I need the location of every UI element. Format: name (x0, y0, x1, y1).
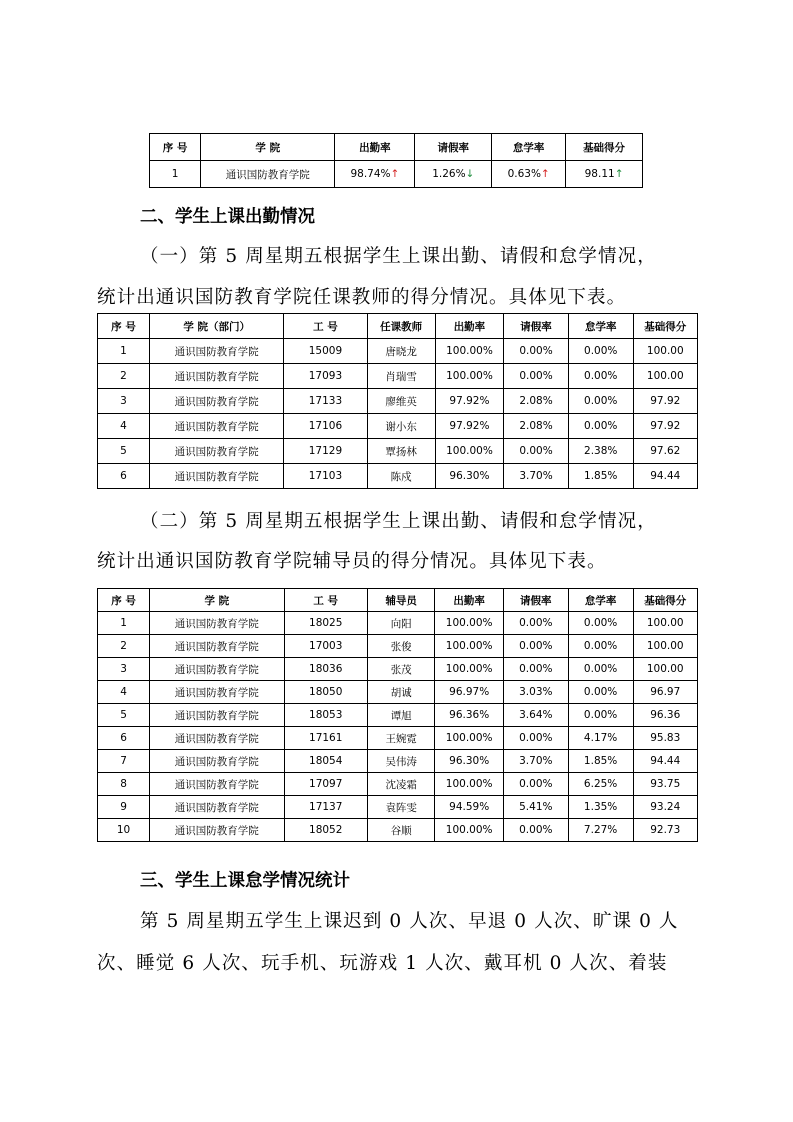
leave-value: 1.26% (432, 168, 466, 180)
score-value: 98.11 (584, 168, 615, 180)
table-cell: 张茂 (367, 658, 434, 681)
table-cell: 2.38% (568, 439, 633, 464)
paragraph-line: 次、睡觉 6 人次、玩手机、玩游戏 1 人次、戴耳机 0 人次、着装 (97, 953, 668, 974)
table-cell: 92.73 (633, 819, 698, 842)
table-cell: 17093 (284, 364, 367, 389)
header-cell: 序 号 (98, 314, 150, 339)
header-cell: 学 院（部门） (150, 314, 284, 339)
table-cell: 18025 (284, 612, 367, 635)
table-cell: 17133 (284, 389, 367, 414)
table-row (98, 414, 698, 439)
table-cell: 15009 (284, 339, 367, 364)
paragraph-line: （一）第 5 周星期五根据学生上课出勤、请假和怠学情况， (140, 246, 657, 267)
table-row (98, 681, 698, 704)
table-cell: 通识国防教育学院 (150, 339, 284, 364)
table-cell: 96.30% (435, 464, 503, 489)
table-cell: 通识国防教育学院 (150, 750, 284, 773)
table-cell: 0.00% (568, 635, 633, 658)
header-cell: 怠学率 (492, 134, 566, 161)
table-cell: 王婉霓 (367, 727, 434, 750)
table-cell: 0.00% (568, 364, 633, 389)
table-cell: 0.00% (568, 389, 633, 414)
table-cell: 2 (98, 364, 150, 389)
table-cell: 覃扬林 (367, 439, 435, 464)
table-cell: 4 (98, 414, 150, 439)
table-row (98, 389, 698, 414)
table-cell: 6.25% (568, 773, 633, 796)
teacher-table (97, 313, 698, 489)
header-cell: 怠学率 (568, 314, 633, 339)
table-row (98, 819, 698, 842)
table-cell: 通识国防教育学院 (150, 414, 284, 439)
table-cell: 17003 (284, 635, 367, 658)
attendance-value: 98.74% (350, 168, 391, 180)
table-cell: 通识国防教育学院 (150, 773, 284, 796)
table-cell: 1.85% (568, 750, 633, 773)
table-cell: 100.00% (435, 612, 503, 635)
table-cell: 1.35% (568, 796, 633, 819)
paragraph-line: 第 5 周星期五学生上课迟到 0 人次、早退 0 人次、旷课 0 人 (140, 911, 679, 932)
table-cell: 4 (98, 681, 150, 704)
table-cell: 93.24 (633, 796, 698, 819)
table-cell: 袁阵雯 (367, 796, 434, 819)
table-cell: 0.00% (503, 773, 568, 796)
table-cell: 95.83 (633, 727, 698, 750)
table-header-row (98, 314, 698, 339)
table-cell: 0.00% (503, 635, 568, 658)
table-cell: 0.00% (568, 339, 633, 364)
table-cell: 94.44 (633, 750, 698, 773)
table-cell: 6 (98, 464, 150, 489)
table-cell: 1 (150, 161, 201, 188)
table-cell: 3.03% (503, 681, 568, 704)
header-cell: 出勤率 (435, 589, 503, 612)
header-cell: 工 号 (284, 589, 367, 612)
table-cell: 通识国防教育学院 (150, 727, 284, 750)
header-cell: 怠学率 (568, 589, 633, 612)
table-cell: 100.00% (435, 773, 503, 796)
table-cell: 通识国防教育学院 (150, 704, 284, 727)
table-cell: 2.08% (504, 414, 569, 439)
header-cell: 出勤率 (435, 314, 503, 339)
table-row (98, 464, 698, 489)
header-cell: 基础得分 (633, 314, 697, 339)
table-cell: 5.41% (503, 796, 568, 819)
table-row (98, 439, 698, 464)
table-cell: 18054 (284, 750, 367, 773)
table-cell: 17103 (284, 464, 367, 489)
table-cell: 通识国防教育学院 (150, 635, 284, 658)
table-cell: 100.00% (435, 819, 503, 842)
table-cell: 胡诚 (367, 681, 434, 704)
table-cell: 2.08% (504, 389, 569, 414)
arrow-up-icon: ↑ (614, 168, 624, 180)
table-cell: 96.97% (435, 681, 503, 704)
table-cell: 94.44 (633, 464, 697, 489)
table-cell: 96.30% (435, 750, 503, 773)
table-cell: 97.92% (435, 389, 503, 414)
paragraph-line: （二）第 5 周星期五根据学生上课出勤、请假和怠学情况， (140, 511, 657, 532)
table-cell: 肖瑞雪 (367, 364, 435, 389)
table-header-row (150, 134, 643, 161)
table-cell: 100.00 (633, 339, 697, 364)
table-row (98, 612, 698, 635)
table-cell: 100.00% (435, 339, 503, 364)
table-cell: 97.62 (633, 439, 697, 464)
truancy-value: 0.63% (507, 168, 541, 180)
table-cell: 0.00% (504, 439, 569, 464)
table-cell: 3 (98, 389, 150, 414)
table-cell: 谭旭 (367, 704, 434, 727)
table-cell: 5 (98, 439, 150, 464)
table-cell: 1 (98, 612, 150, 635)
table-cell: 93.75 (633, 773, 698, 796)
table-cell: 100.00% (435, 658, 503, 681)
section-3-heading: 三、学生上课怠学情况统计 (140, 871, 350, 891)
table-cell: 0.00% (504, 364, 569, 389)
table-cell: 张俊 (367, 635, 434, 658)
paragraph-line: 统计出通识国防教育学院辅导员的得分情况。具体见下表。 (97, 551, 607, 572)
table-cell: 10 (98, 819, 150, 842)
table-cell: 3.64% (503, 704, 568, 727)
table-cell: 7.27% (568, 819, 633, 842)
table-cell: 18050 (284, 681, 367, 704)
table-cell: 1.85% (568, 464, 633, 489)
table-cell: 96.36% (435, 704, 503, 727)
table-cell: 谷顺 (367, 819, 434, 842)
table-cell: 96.36 (633, 704, 698, 727)
table-cell: 0.00% (503, 612, 568, 635)
table-cell: 17129 (284, 439, 367, 464)
table-cell: 3.70% (504, 464, 569, 489)
summary-table (149, 133, 643, 188)
table-row (98, 773, 698, 796)
table-cell: 0.00% (503, 658, 568, 681)
table-cell: 9 (98, 796, 150, 819)
table-cell: 0.00% (503, 727, 568, 750)
table-row (98, 635, 698, 658)
table-cell: 4.17% (568, 727, 633, 750)
table-cell: 0.00% (568, 704, 633, 727)
table-cell: 通识国防教育学院 (150, 439, 284, 464)
header-cell: 学 院 (150, 589, 284, 612)
table-cell: 97.92 (633, 414, 697, 439)
table-cell (335, 161, 415, 188)
table-cell: 100.00% (435, 635, 503, 658)
table-cell: 100.00% (435, 364, 503, 389)
table-cell: 17097 (284, 773, 367, 796)
table-cell: 通识国防教育学院 (150, 819, 284, 842)
counselor-table (97, 588, 698, 842)
table-cell: 94.59% (435, 796, 503, 819)
table-cell: 5 (98, 704, 150, 727)
header-cell: 工 号 (284, 314, 367, 339)
table-cell: 0.00% (568, 414, 633, 439)
table-cell: 通识国防教育学院 (150, 364, 284, 389)
table-cell: 通识国防教育学院 (150, 796, 284, 819)
table-header-row (98, 589, 698, 612)
table-row (98, 704, 698, 727)
table-cell (415, 161, 492, 188)
header-cell: 任课教师 (367, 314, 435, 339)
table-cell: 2 (98, 635, 150, 658)
header-cell: 序 号 (98, 589, 150, 612)
table-cell: 100.00% (435, 727, 503, 750)
paragraph-line: 统计出通识国防教育学院任课教师的得分情况。具体见下表。 (97, 287, 627, 308)
table-cell: 沈凌霜 (367, 773, 434, 796)
header-cell: 辅导员 (367, 589, 434, 612)
header-cell: 基础得分 (633, 589, 698, 612)
table-cell: 8 (98, 773, 150, 796)
table-cell: 0.00% (568, 612, 633, 635)
arrow-down-icon: ↓ (465, 168, 475, 180)
header-cell: 请假率 (504, 314, 569, 339)
table-row (150, 161, 643, 188)
table-cell: 0.00% (568, 681, 633, 704)
table-cell: 100.00 (633, 635, 698, 658)
table-cell: 97.92 (633, 389, 697, 414)
table-cell: 100.00 (633, 658, 698, 681)
table-cell: 18053 (284, 704, 367, 727)
table-cell: 通识国防教育学院 (150, 464, 284, 489)
table-cell: 陈戍 (367, 464, 435, 489)
table-cell: 廖维英 (367, 389, 435, 414)
table-cell: 18052 (284, 819, 367, 842)
table-cell: 谢小东 (367, 414, 435, 439)
table-cell: 0.00% (568, 658, 633, 681)
arrow-up-icon: ↑ (390, 168, 400, 180)
table-cell: 通识国防教育学院 (150, 681, 284, 704)
table-cell: 唐晓龙 (367, 339, 435, 364)
table-cell: 0.00% (503, 819, 568, 842)
table-row (98, 796, 698, 819)
table-cell: 97.92% (435, 414, 503, 439)
table-cell: 100.00 (633, 364, 697, 389)
table-row (98, 658, 698, 681)
table-cell: 向阳 (367, 612, 434, 635)
table-cell: 18036 (284, 658, 367, 681)
header-cell: 序 号 (150, 134, 201, 161)
section-2-heading: 二、学生上课出勤情况 (140, 207, 315, 227)
table-row (98, 750, 698, 773)
table-cell: 3 (98, 658, 150, 681)
table-cell: 7 (98, 750, 150, 773)
table-row (98, 364, 698, 389)
arrow-up-icon: ↑ (540, 168, 550, 180)
header-cell: 请假率 (415, 134, 492, 161)
table-cell: 100.00 (633, 612, 698, 635)
table-cell: 6 (98, 727, 150, 750)
header-cell: 出勤率 (335, 134, 415, 161)
table-cell: 通识国防教育学院 (150, 658, 284, 681)
table-cell: 通识国防教育学院 (150, 389, 284, 414)
table-cell: 17161 (284, 727, 367, 750)
table-cell: 100.00% (435, 439, 503, 464)
table-cell: 3.70% (503, 750, 568, 773)
table-cell: 96.97 (633, 681, 698, 704)
table-cell: 0.00% (504, 339, 569, 364)
table-row (98, 727, 698, 750)
table-row (98, 339, 698, 364)
table-cell: 17106 (284, 414, 367, 439)
table-cell (492, 161, 566, 188)
table-cell: 通识国防教育学院 (150, 612, 284, 635)
header-cell: 基础得分 (566, 134, 643, 161)
table-cell: 1 (98, 339, 150, 364)
header-cell: 请假率 (503, 589, 568, 612)
table-cell (566, 161, 643, 188)
table-cell: 吴伟涛 (367, 750, 434, 773)
header-cell: 学 院 (201, 134, 335, 161)
table-cell: 通识国防教育学院 (201, 161, 335, 188)
table-cell: 17137 (284, 796, 367, 819)
